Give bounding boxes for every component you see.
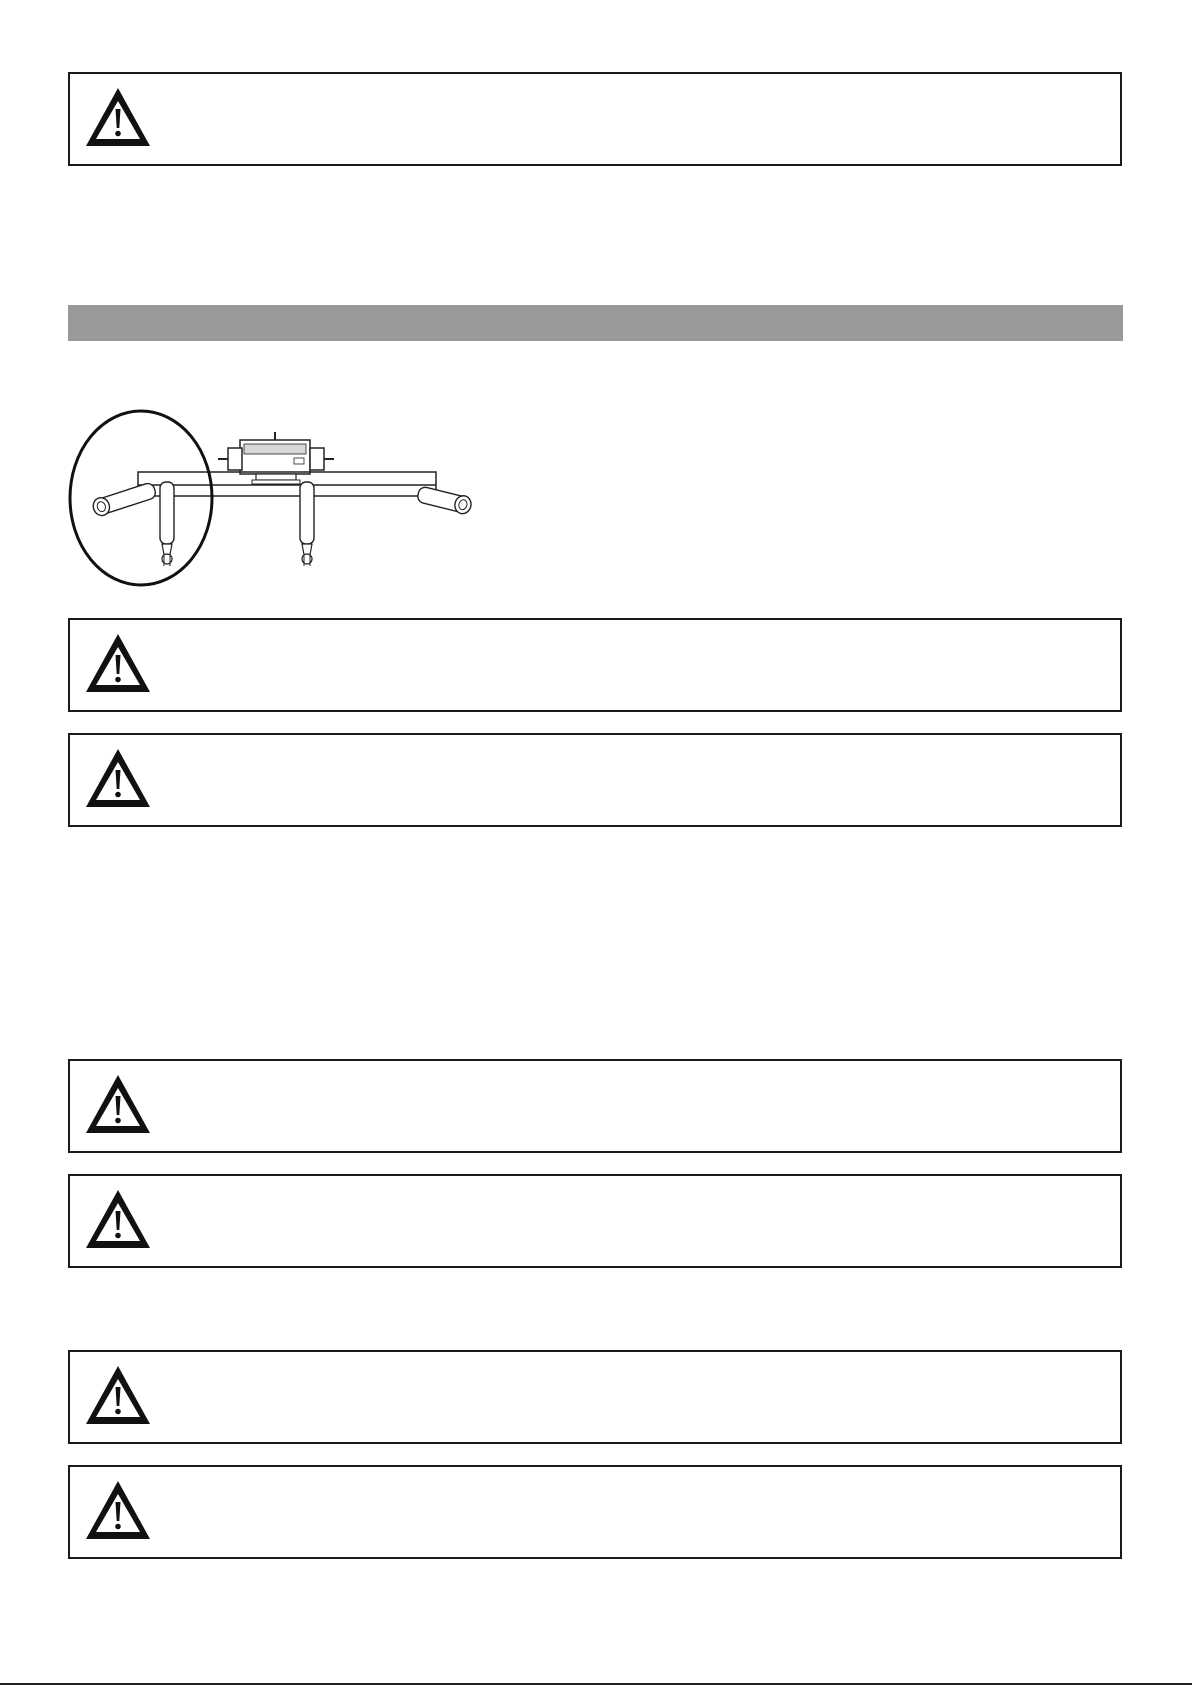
- warning-box: [68, 1350, 1122, 1444]
- warning-box: [68, 1174, 1122, 1268]
- warning-triangle-icon: [83, 746, 153, 810]
- warning-box: [68, 733, 1122, 827]
- section-header-bar: [68, 305, 1123, 341]
- warning-box: [68, 72, 1122, 166]
- warning-box: [68, 1059, 1122, 1153]
- warning-box: [68, 618, 1122, 712]
- warning-triangle-icon: [83, 1363, 153, 1427]
- warning-triangle-icon: [83, 631, 153, 695]
- warning-box: [68, 1465, 1122, 1559]
- warning-triangle-icon: [83, 1187, 153, 1251]
- warning-triangle-icon: [83, 1072, 153, 1136]
- warning-triangle-icon: [83, 1478, 153, 1542]
- spray-boom-diagram: [68, 408, 472, 594]
- warning-triangle-icon: [83, 85, 153, 149]
